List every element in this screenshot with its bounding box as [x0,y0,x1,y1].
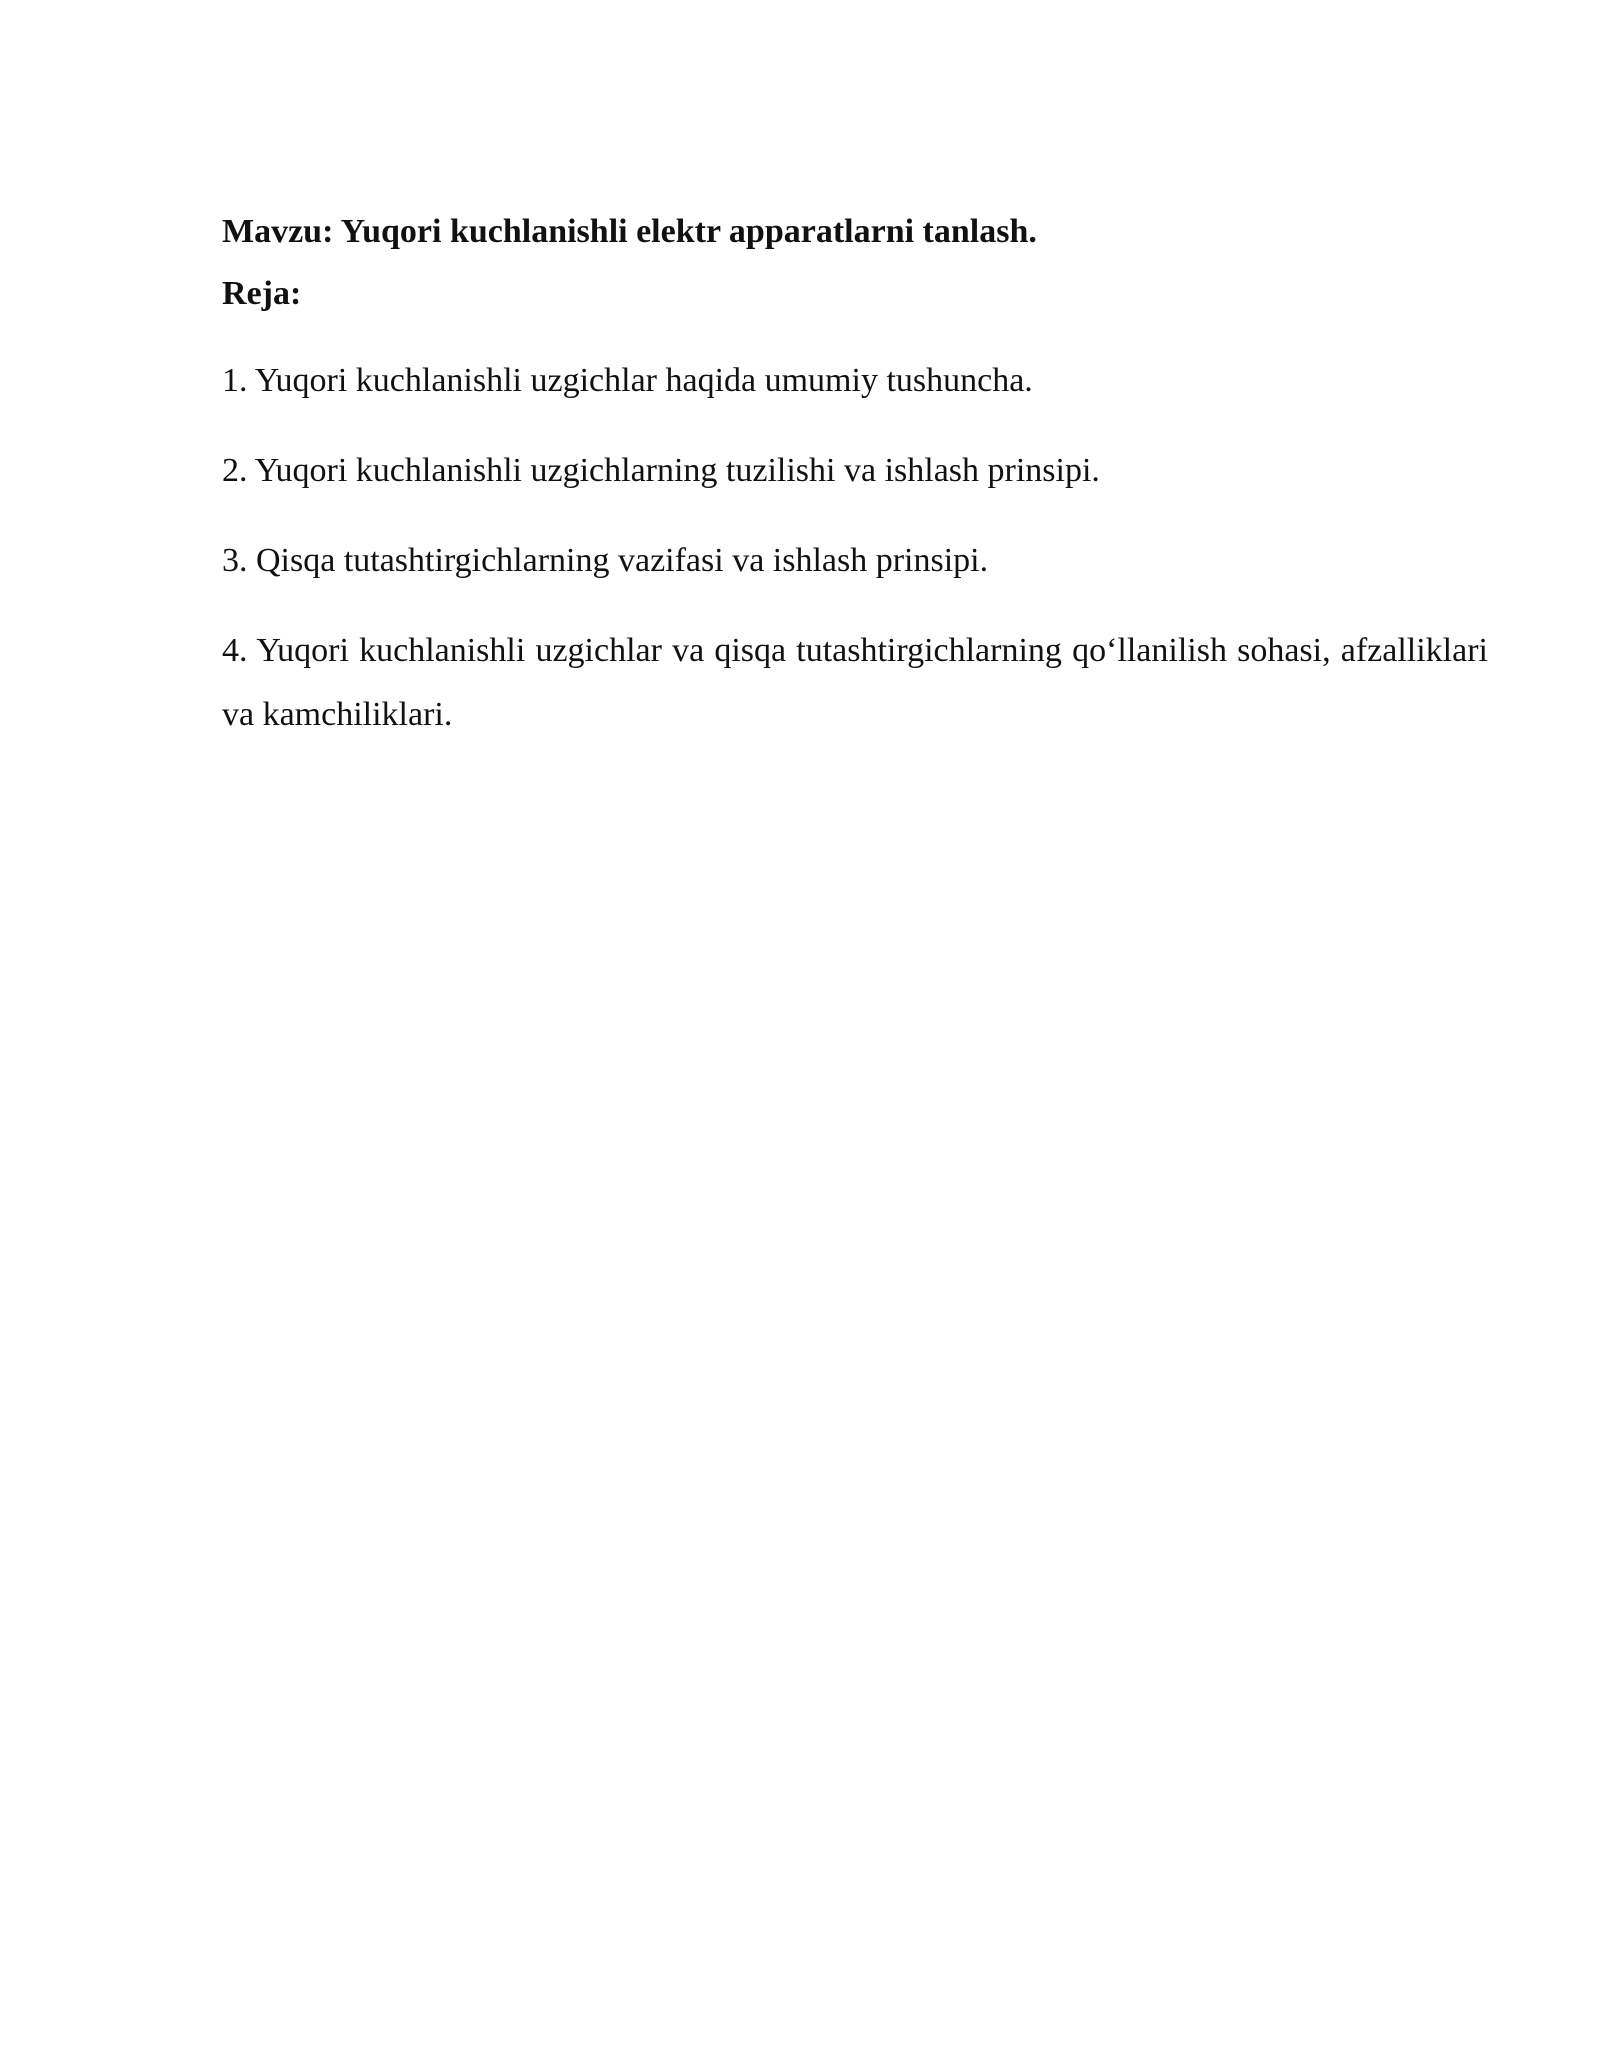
plan-heading: Reja: [222,275,302,312]
plan-item: 1. Yuqori kuchlanishli uzgichlar haqida umumiy tushuncha. [222,362,1033,399]
document-title: Mavzu: Yuqori kuchlanishli elektr apparatlarni tanlash. [222,213,1037,250]
plan-item: 3. Qisqa tutashtirgichlarning vazifasi va ishlash prinsipi. [222,542,989,579]
document-content [222,205,1488,773]
plan-list [222,349,1488,747]
plan-item: 4. Yuqori kuchlanishli uzgichlar va qisqa tutashtirgichlarning qo‘llanilish sohasi, afzalliklari va kamchiliklari. [222,632,1488,733]
plan-item: 2. Yuqori kuchlanishli uzgichlarning tuzilishi va ishlash prinsipi. [222,452,1100,489]
